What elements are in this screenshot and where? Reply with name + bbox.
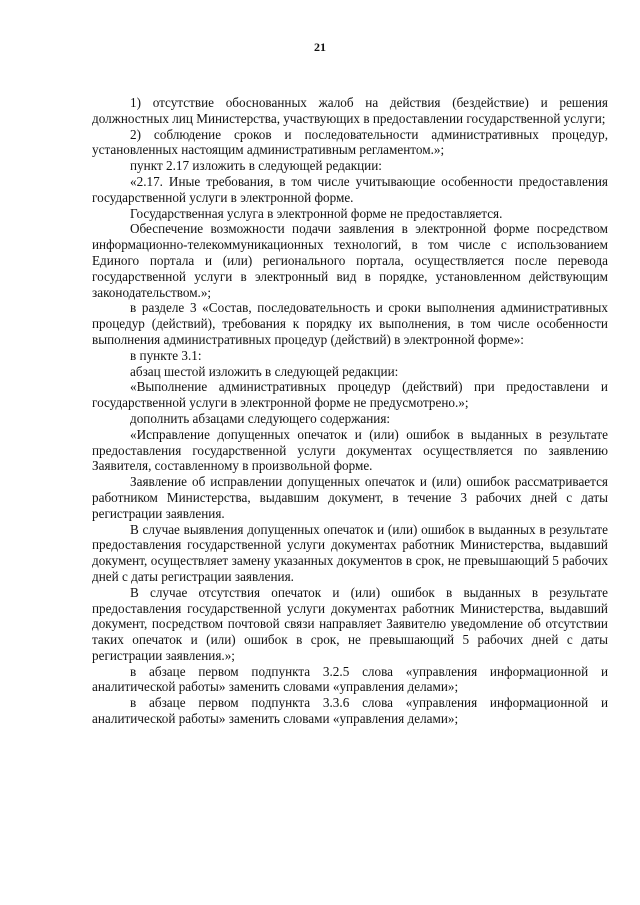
paragraph: в абзаце первом подпункта 3.3.6 слова «управления информационной и аналитической работы» заменить словами «управления делами»; — [92, 695, 608, 727]
document-body — [92, 95, 608, 727]
paragraph: Государственная услуга в электронной форме не предоставляется. — [130, 205, 503, 221]
paragraph: В случае выявления допущенных опечаток и (или) ошибок в выданных в результате предоставления государственной услуги документах работник Министерства, выдавший документ, осуществляет замену указанных документов в срок, не превышающий 5 рабочих дней с даты регистрации заявления. — [92, 521, 608, 584]
paragraph: в абзаце первом подпункта 3.2.5 слова «управления информационной и аналитической работы» заменить словами «управления делами»; — [92, 663, 608, 695]
paragraph: в пункте 3.1: — [130, 347, 202, 363]
paragraph: в разделе 3 «Состав, последовательность и сроки выполнения административных процедур (действий), требования к порядку их выполнения, в том числе особенности выполнения административных процедур (действий) в электронной форме»: — [92, 300, 608, 347]
paragraph: 2) соблюдение сроков и последовательности административных процедур, установленных настоящим административным регламентом.»; — [92, 126, 608, 158]
paragraph: «Выполнение административных процедур (действий) при предоставлени и государственной услуги в электронной форме не предусмотрено.»; — [92, 379, 608, 411]
paragraph: «Исправление допущенных опечаток и (или) ошибок в выданных в результате предоставления государственной услуги документах осуществляется по заявлению Заявителя, составленному в произвольной форме. — [92, 426, 608, 474]
paragraph: Заявление об исправлении допущенных опечаток и (или) ошибок рассматривается работником Министерства, выдавшим документ, в течение 3 рабочих дней с даты регистрации заявления. — [92, 474, 608, 521]
page-number: 21 — [314, 40, 326, 54]
paragraph: абзац шестой изложить в следующей редакции: — [130, 363, 399, 379]
paragraph: пункт 2.17 изложить в следующей редакции: — [130, 158, 382, 174]
paragraph: Обеспечение возможности подачи заявления в электронной форме посредством информационно-телекоммуникационных технологий, в том числе с использованием Единого портала и (или) регионального портала, осуществляется после перевода государственной услуги в электронный вид в порядке, установленном действующим законодательством.»; — [92, 221, 608, 300]
paragraph: В случае отсутствия опечаток и (или) ошибок в выданных в результате предоставления государственной услуги документах работник Министерства, выдавший документ, посредством почтовой связи направляет Заявителю уведомление об отсутствии таких опечаток и (или) ошибок в срок, не превышающий 5 рабочих дней с даты регистрации заявления.»; — [92, 584, 608, 663]
paragraph: дополнить абзацами следующего содержания: — [130, 410, 391, 426]
paragraph: «2.17. Иные требования, в том числе учитывающие особенности предоставления государственной услуги в электронной форме. — [92, 173, 608, 205]
paragraph: 1) отсутствие обоснованных жалоб на действия (бездействие) и решения должностных лиц Министерства, участвующих в предоставлении государственной услуги; — [92, 95, 608, 126]
